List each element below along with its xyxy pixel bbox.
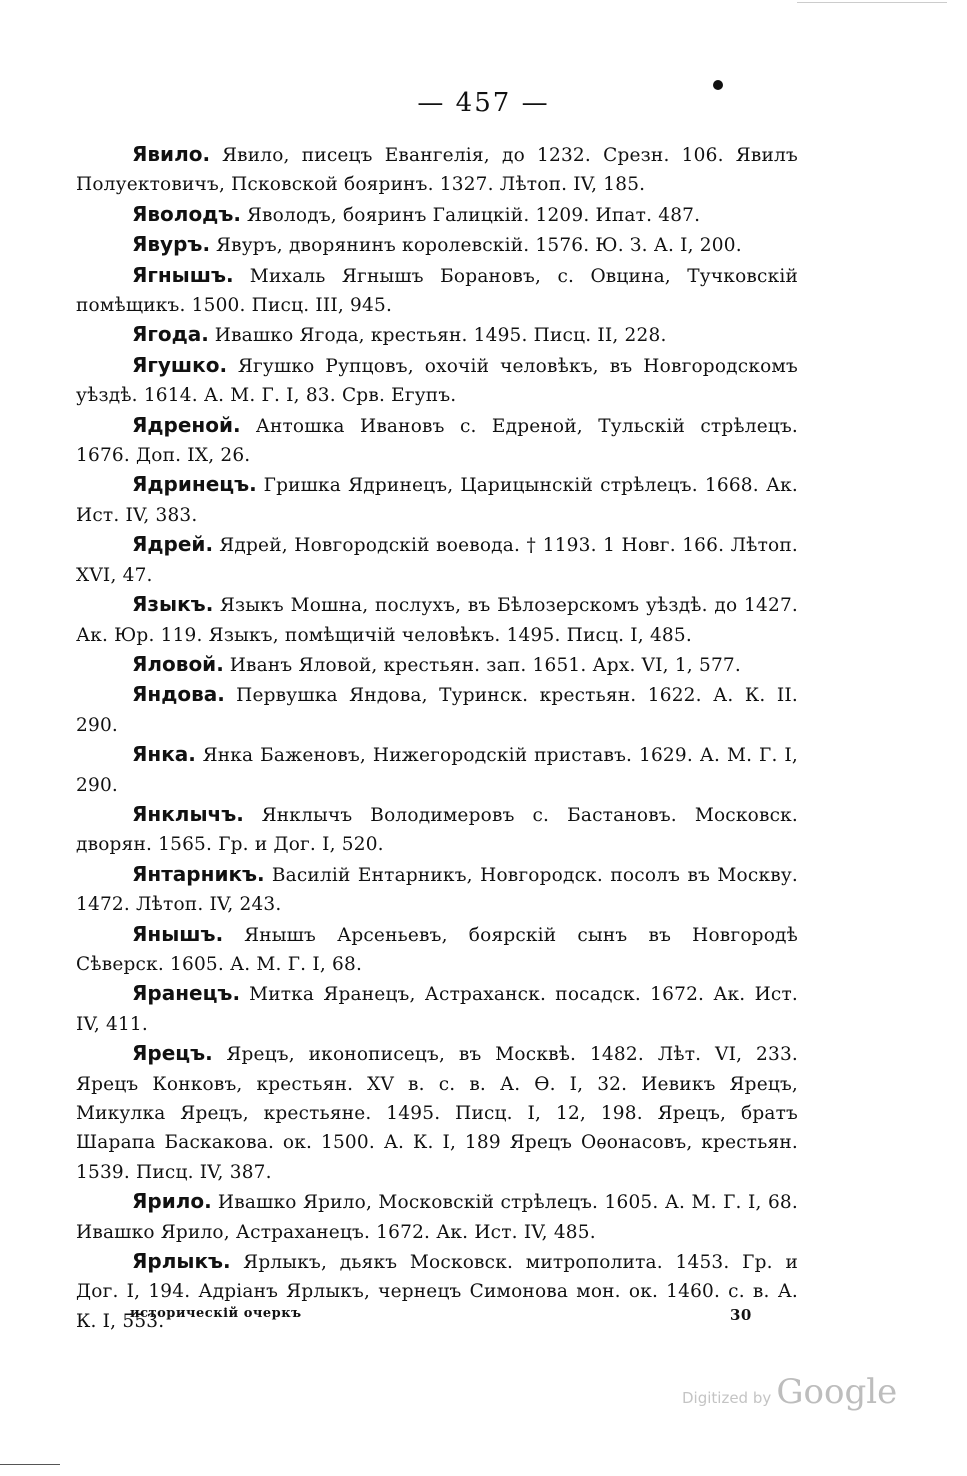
headword: Ягода. bbox=[132, 322, 209, 347]
headword: Ярило. bbox=[132, 1189, 212, 1214]
entry bbox=[76, 140, 798, 200]
entry bbox=[76, 860, 798, 920]
entry bbox=[76, 979, 798, 1039]
entry-text: Василій Ентарникъ, Новгородск. посолъ въ Москву. 1472. Лѣтоп. IV, 243. bbox=[76, 864, 799, 916]
headword: Янтарникъ. bbox=[132, 861, 265, 886]
entry-text: Митка Яранецъ, Астраханск. посадск. 1672. Ак. Ист. IV, 411. bbox=[76, 984, 798, 1035]
entry bbox=[76, 590, 798, 650]
entry-text: Антошка Ивановъ с. Едреной, Тульскій стрѣлецъ. 1676. Доп. IX, 26. bbox=[76, 415, 798, 467]
entry-text: Явуръ, дворянинъ королевскій. 1576. Ю. З. А. I, 200. bbox=[215, 235, 742, 257]
headword: Ядринецъ. bbox=[132, 472, 257, 497]
headword: Явуръ. bbox=[132, 232, 211, 257]
entry bbox=[76, 1039, 798, 1187]
headword: Янка. bbox=[132, 742, 196, 767]
entry-text: Михаль Ягнышъ Борановъ, с. Овцина, Тучковскій помѣщикъ. 1500. Писц. III, 945. bbox=[76, 265, 798, 317]
dictionary-entries bbox=[76, 140, 798, 1336]
ink-dot bbox=[713, 80, 723, 90]
entry bbox=[76, 800, 798, 860]
entry bbox=[76, 920, 798, 980]
signature-mark: 30 bbox=[730, 1306, 752, 1324]
entry bbox=[76, 230, 798, 260]
headword: Янклычъ. bbox=[132, 801, 244, 826]
entry-text: Янышъ Арсеньевъ, боярскій сынъ въ Новгородѣ Сѣверск. 1605. А. М. Г. I, 68. bbox=[76, 924, 798, 975]
watermark-prefix: Digitized by bbox=[682, 1389, 772, 1407]
scan-edge-line bbox=[797, 2, 947, 3]
entry bbox=[76, 470, 798, 530]
footer-running-title: историческій очеркъ bbox=[130, 1306, 302, 1321]
headword: Ядреной. bbox=[132, 412, 241, 437]
entry bbox=[76, 740, 798, 800]
entry-text: Янка Баженовъ, Нижегородскій приставъ. 1629. А. М. Г. I, 290. bbox=[76, 745, 798, 796]
entry-text: Ярлыкъ, дьякъ Московск. митрополита. 1453. Гр. и Дог. I, 194. Адріанъ Ярлыкъ, чернецъ Симонова мон. ок. 1460. с. в. А. К. I, 553. bbox=[76, 1252, 798, 1332]
headword: Явило. bbox=[132, 142, 211, 166]
headword: Яволодъ. bbox=[132, 201, 241, 226]
entry-text: Ягушко Рупцовъ, охочій человѣкъ, въ Новгородскомъ уѣздѣ. 1614. А. М. Г. I, 83. Срв. Егупъ. bbox=[76, 355, 798, 407]
headword: Яловой. bbox=[132, 651, 224, 676]
entry-text: Яволодъ, бояринъ Галицкій. 1209. Ипат. 487. bbox=[246, 204, 701, 226]
entry-text: Языкъ Мошна, послухъ, въ Бѣлозерскомъ уѣздѣ. до 1427. Ак. Юр. 119. Языкъ, помѣщичій человѣкъ. 1495. Писц. I, 485. bbox=[76, 595, 798, 646]
headword: Ягнышъ. bbox=[132, 262, 234, 287]
watermark-brand: Google bbox=[776, 1372, 898, 1412]
headword: Ягушко. bbox=[132, 352, 228, 377]
page-number: — 457 — bbox=[417, 88, 550, 118]
headword: Яндова. bbox=[132, 682, 225, 707]
entry-text: Ивашко Ярило, Московскій стрѣлецъ. 1605. А. М. Г. I, 68. Ивашко Ярило, Астраханецъ. 1672. Ак. Ист. IV, 485. bbox=[76, 1192, 798, 1243]
entry bbox=[76, 261, 798, 321]
headword: Ярлыкъ. bbox=[132, 1249, 231, 1274]
headword: Ядрей. bbox=[132, 532, 214, 557]
entry bbox=[76, 411, 798, 471]
entry bbox=[76, 530, 798, 590]
entry-text: Ядрей, Новгородскій воевода. † 1193. 1 Новг. 166. Лѣтоп. XVI, 47. bbox=[76, 535, 798, 586]
entry bbox=[76, 320, 798, 350]
headword: Янышъ. bbox=[132, 921, 224, 946]
entry-text: Ярецъ, иконописецъ, въ Москвѣ. 1482. Лѣт. VI, 233. Ярецъ Конковъ, крестьян. XV в. с. в. А. Ѳ. I, 32. Иевикъ Ярецъ, Микулка Ярецъ, крестьяне. 1495. Писц. I, 12, 198. Ярецъ, братъ Шарапа Баскакова. ок. 1500. А. К. I, 189 Ярецъ Оѳонасовъ, крестьян. 1539. Писц. IV, 387. bbox=[76, 1044, 798, 1183]
entry bbox=[76, 1187, 798, 1247]
headword: Языкъ. bbox=[132, 592, 214, 617]
entry bbox=[76, 351, 798, 411]
entry-text: Ивашко Ягода, крестьян. 1495. Писц. II, 228. bbox=[214, 325, 667, 347]
scan-edge-line bbox=[0, 1464, 60, 1465]
headword: Яранецъ. bbox=[132, 981, 241, 1006]
entry bbox=[76, 650, 798, 680]
entry-text: Первушка Яндова, Туринск. крестьян. 1622. А. К. II. 290. bbox=[76, 685, 798, 736]
entry-text: Гришка Ядринецъ, Царицынскій стрѣлецъ. 1668. Ак. Ист. IV, 383. bbox=[76, 475, 798, 526]
entry bbox=[76, 680, 798, 740]
digitization-watermark bbox=[682, 1372, 897, 1412]
entry-text: Явило, писецъ Евангелія, до 1232. Срезн. 106. Явилъ Полуектовичъ, Псковской бояринъ. 1327. Лѣтоп. IV, 185. bbox=[76, 145, 798, 196]
entry bbox=[76, 200, 798, 230]
page-footer bbox=[130, 1306, 752, 1324]
entry-text: Янклычъ Володимеровъ с. Бастановъ. Московск. дворян. 1565. Гр. и Дог. I, 520. bbox=[76, 804, 798, 856]
headword: Ярецъ. bbox=[132, 1041, 213, 1066]
entry bbox=[76, 1247, 798, 1336]
entry-text: Иванъ Яловой, крестьян. зап. 1651. Арх. VI, 1, 577. bbox=[229, 654, 741, 676]
